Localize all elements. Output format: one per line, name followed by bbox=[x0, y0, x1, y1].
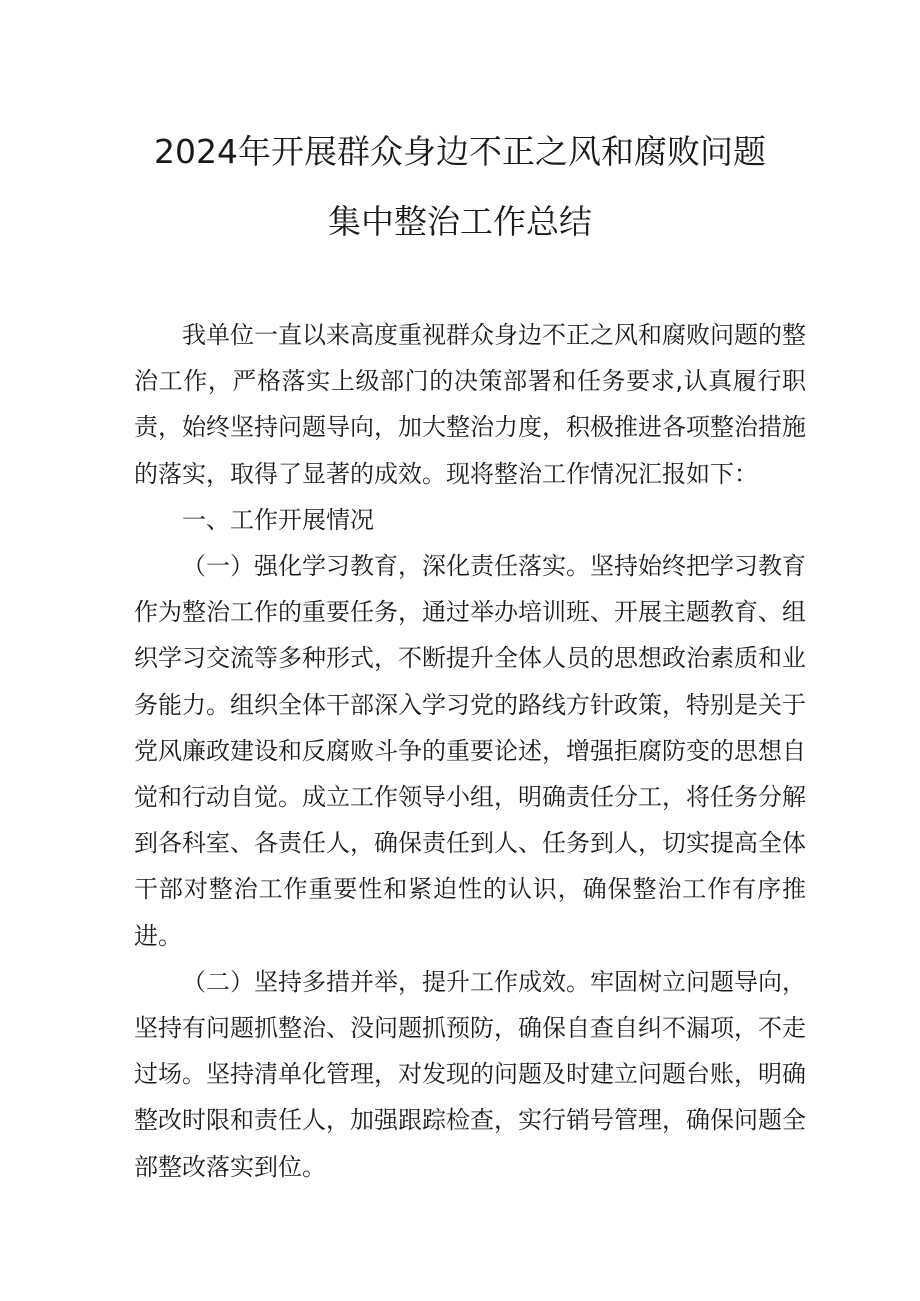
section-heading: 一、工作开展情况 bbox=[182, 505, 374, 534]
subsection-1-paragraph: （一）强化学习教育，深化责任落实。坚持始终把学习教育作为整治工作的重要任务，通过举办培训班、开展主题教育、组织学习交流等多种形式，不断提升全体人员的思想政治素质和业务能力。组织全体干部深入学习党的路线方针政策，特别是关于党风廉政建设和反腐败斗争的重要论述，增强拒腐防变的思想自觉和行动自觉。成立工作领导小组，明确责任分工，将任务分解到各科室、各责任人，确保责任到人、任务到人，切实提高全体干部对整治工作重要性和紧迫性的认识，确保整治工作有序推进。 bbox=[134, 552, 806, 950]
subsection-2-paragraph: （二）坚持多措并举，提升工作成效。牢固树立问题导向，坚持有问题抓整治、没问题抓预防，确保自查自纠不漏项，不走过场。坚持清单化管理，对发现的问题及时建立问题台账，明确整改时限和责任人，加强跟踪检查，实行销号管理，确保问题全部整改落实到位。 bbox=[134, 967, 806, 1181]
document-title-line-1: 2024年开展群众身边不正之风和腐败问题 bbox=[154, 132, 766, 171]
document-body bbox=[134, 312, 806, 1190]
document-title-line-2: 集中整治工作总结 bbox=[328, 202, 592, 241]
intro-paragraph: 我单位一直以来高度重视群众身边不正之风和腐败问题的整治工作，严格落实上级部门的决策部署和任务要求,认真履行职责，始终坚持问题导向，加大整治力度，积极推进各项整治措施的落实，取得了显著的成效。现将整治工作情况汇报如下： bbox=[134, 321, 806, 488]
